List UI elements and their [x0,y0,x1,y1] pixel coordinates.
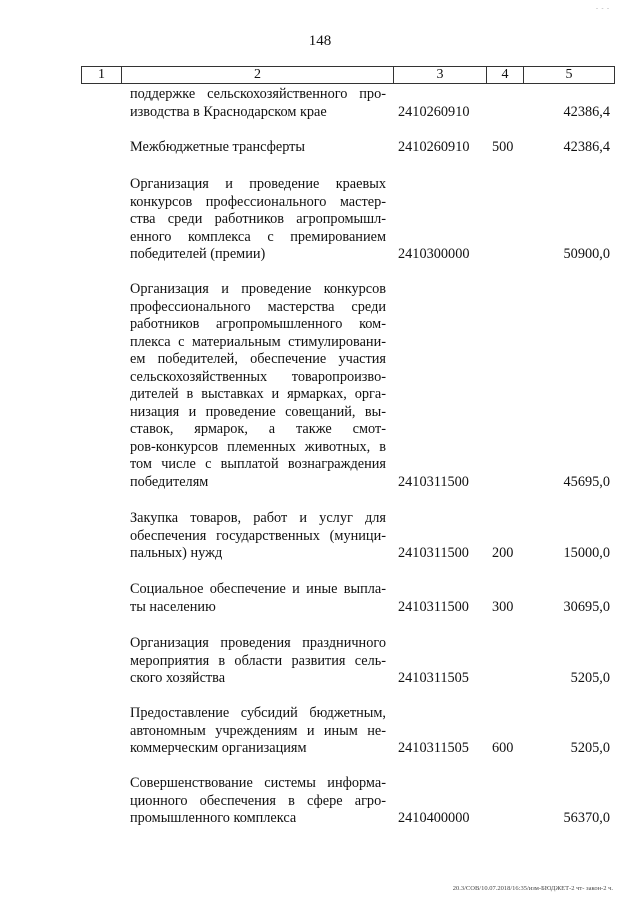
row-vr: 300 [492,598,514,615]
name-line: автономным учреждениям и иным не- [130,722,386,739]
name-line: ского хозяйства [130,670,226,686]
row-name [130,635,386,688]
row-name [130,705,386,758]
name-line: коммерческим организациям [130,740,307,756]
row-amount: 15000,0 [563,545,610,561]
row-name [130,176,386,264]
footer-stamp: 20.3/СОВ/10.07.2018/16:35/изм-БЮДЖЕТ-2 чт- закон-2 ч. [452,885,613,892]
table-header-row [81,66,615,84]
name-line: сельскохозяйственных товаропроизво- [130,368,386,385]
row-code: 2410400000 [398,810,470,826]
header-col-5: 5 [565,67,573,82]
row-amount: 42386,4 [563,139,610,155]
row-amount: 5205,0 [570,670,610,686]
name-line: поддержке сельскохозяйственного про- [130,86,386,102]
name-line: Организация и проведение краевых [130,176,386,192]
name-line: победителей (премии) [130,246,266,262]
row-code: 2410311500 [398,545,469,561]
name-line: работников агропромышленного ком- [130,316,386,332]
row-name [130,86,386,121]
name-line: победителям [130,473,209,490]
name-line: обеспечения государственных (муници- [130,527,386,544]
name-line: ставок, ярмарок, а также смот- [130,421,386,437]
row-code: 2410300000 [398,246,470,262]
header-col-3: 3 [394,67,487,83]
row-code: 2410260910 [398,139,470,155]
row-amount: 45695,0 [563,473,610,490]
row-name [130,581,386,616]
name-line: ров-конкурсов племенных животных, в [130,438,386,455]
row-code: 2410311505 [398,670,469,686]
row-amount: 5205,0 [570,740,610,756]
row-name [130,775,386,828]
name-line: Совершенствование системы информа- [130,775,386,791]
row-vr: 200 [492,545,514,561]
name-line: Закупка товаров, работ и услуг для [130,510,386,526]
header-col-1: 1 [82,67,122,83]
name-line: ства среди работников агропромышл- [130,211,386,227]
name-line: низация и проведение совещаний, вы- [130,403,386,420]
row-name [130,281,386,491]
row-code: 2410311500 [398,473,469,490]
row-code: 2410311505 [398,740,469,756]
row-vr: 500 [492,139,514,155]
header-col-4: 4 [487,67,524,83]
name-line: плекса с материальным стимулировани- [130,333,386,350]
name-line: профессионального мастерства среди [130,298,386,315]
name-line: промышленного комплекса [130,810,297,826]
name-line: ты населению [130,598,216,615]
name-line: ем победителей, обеспечение участия [130,351,386,367]
row-amount: 50900,0 [563,246,610,262]
row-code: 2410260910 [398,103,470,120]
page-number: 148 [308,33,332,49]
name-line: пальных) нужд [130,545,223,561]
name-line: енного комплекса с премированием [130,228,386,245]
name-line: Межбюджетные трансферты [130,139,306,155]
name-line: конкурсов профессионального мастер- [130,193,386,210]
row-code: 2410311500 [398,598,469,615]
top-corner-mark: - - - [596,6,610,12]
row-amount: 56370,0 [563,810,610,826]
name-line: Социальное обеспечение и иные выпла- [130,581,386,597]
name-line: дителей в выставках и ярмарках, орга- [130,386,386,402]
name-line: изводства в Краснодарском крае [130,103,327,120]
row-vr: 600 [492,740,514,756]
header-col-2: 2 [122,67,394,83]
row-name [130,139,386,157]
name-line: Предоставление субсидий бюджетным, [130,705,386,721]
row-amount: 42386,4 [563,103,610,120]
row-amount: 30695,0 [563,598,610,615]
name-line: том числе с выплатой вознаграждения [130,456,386,472]
row-name [130,510,386,563]
name-line: ционного обеспечения в сфере агро- [130,792,386,809]
name-line: Организация и проведение конкурсов [130,281,386,297]
name-line: мероприятия в области развития сель- [130,652,386,669]
name-line: Организация проведения праздничного [130,635,386,651]
